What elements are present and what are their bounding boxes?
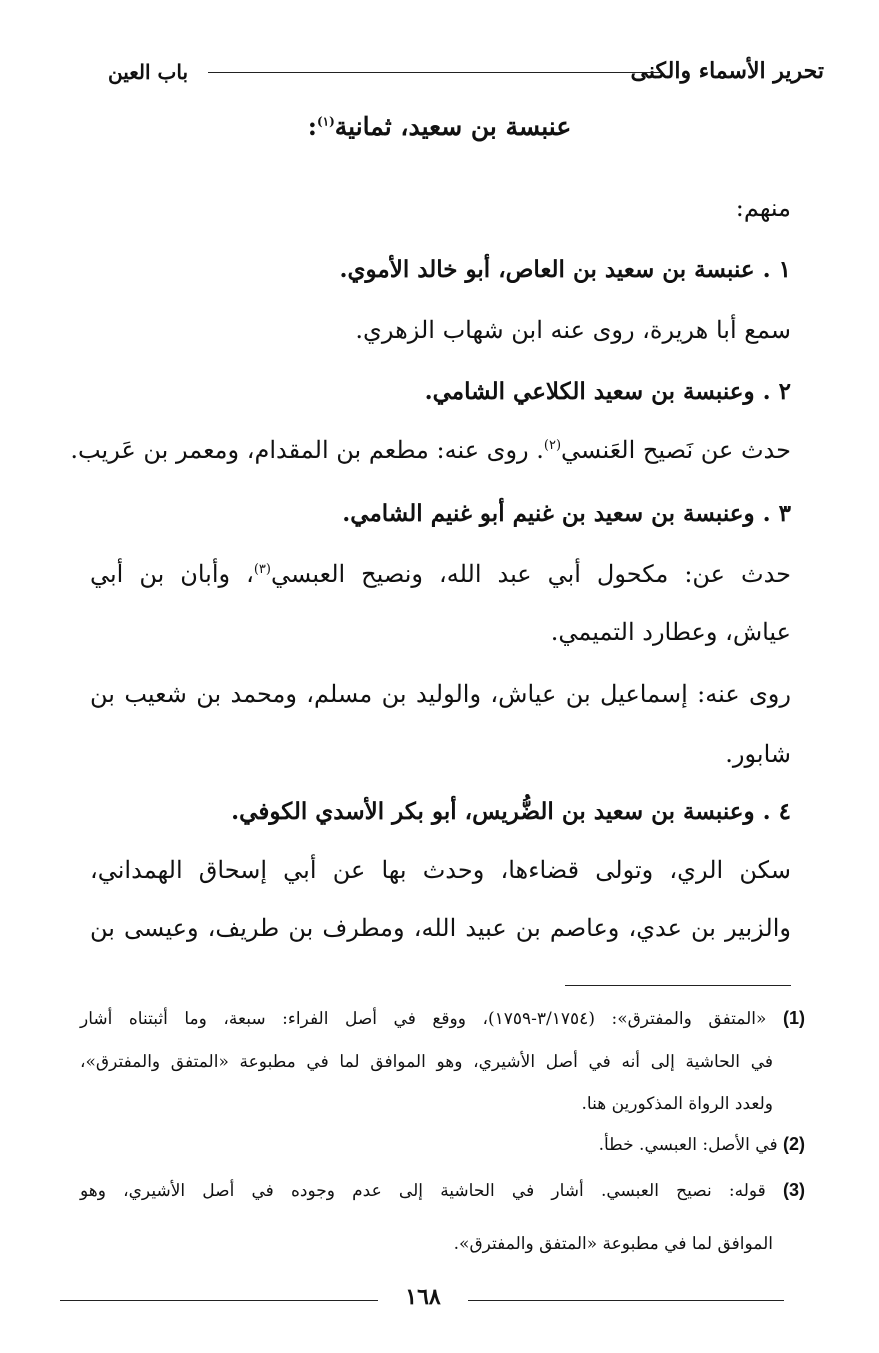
narrator-3-text-1a: حدث عن: مكحول أبي عبد الله، ونصيح العبسي (270, 560, 792, 588)
entry-title: عنبسة بن سعيد، ثمانية (334, 112, 572, 141)
narrator-4-text-2: والزبير بن عدي، وعاصم بن عبيد الله، ومطرف بن طريف، وعيسى بن (90, 914, 791, 942)
footnote-3-text: قوله: نصيح العبسي. أشار في الحاشية إلى عدم وجوده في أصل الأشيري، وهو (80, 1181, 766, 1201)
footnote-ref-1: (١) (316, 114, 335, 129)
narrator-2-text (70, 436, 791, 464)
footnote-3-number: (3) (782, 1180, 805, 1200)
footnote-ref-3: (٣) (253, 562, 271, 577)
footnote-1-text: «المتفق والمفترق»: (٣/١٧٥٤-١٧٥٩)، ووقع في أصل الفراء: سبعة، وما أثبتناه أشار (80, 1009, 767, 1029)
footnote-1-line-3: ولعدد الرواة المذكورين هنا. (581, 1094, 773, 1114)
footnote-2-text: في الأصل: العبسي. خطأ. (598, 1135, 778, 1155)
narrator-3-text-3: روى عنه: إسماعيل بن عياش، والوليد بن مسلم، ومحمد بن شعيب بن (90, 680, 791, 708)
footnote-1-number: (1) (782, 1008, 805, 1028)
footnote-2 (599, 1134, 805, 1155)
footnote-3-line-1 (80, 1180, 805, 1201)
chapter-title: باب العين (108, 60, 189, 84)
intro-text: منهم: (735, 194, 791, 222)
narrator-4-text-1: سكن الري، وتولى قضاءها، وحدث بها عن أبي إسحاق الهمداني، (90, 856, 791, 884)
narrator-4-name: ٤ . وعنبسة بن سعيد بن الضُّريس، أبو بكر الأسدي الكوفي. (231, 798, 791, 825)
narrator-3-text-1b: ، وأبان بن أبي (90, 560, 254, 588)
narrator-1-text: سمع أبا هريرة، روى عنه ابن شهاب الزهري. (355, 316, 791, 344)
narrator-3-name: ٣ . وعنبسة بن سعيد بن غنيم أبو غنيم الشامي. (342, 500, 791, 527)
narrator-3-text-1 (90, 560, 791, 588)
narrator-3-text-4: شابور. (725, 740, 791, 768)
footnote-2-number: (2) (782, 1134, 805, 1154)
footnote-1-line-1 (80, 1008, 805, 1029)
footnote-ref-2: (٢) (543, 438, 562, 453)
entry-heading (0, 112, 879, 141)
narrator-2-text-b: . روى عنه: مطعم بن المقدام، ومعمر بن عَريب. (70, 436, 544, 464)
page-footer (60, 1284, 784, 1320)
footer-rule-right (468, 1300, 784, 1301)
narrator-2-name: ٢ . وعنبسة بن سعيد الكلاعي الشامي. (424, 378, 791, 405)
entry-colon: : (307, 112, 317, 141)
narrator-1-name: ١ . عنبسة بن سعيد بن العاص، أبو خالد الأموي. (339, 256, 791, 283)
page-number: ١٦٨ (405, 1284, 441, 1310)
header-rule (208, 72, 662, 73)
footnote-3-line-2: الموافق لما في مطبوعة «المتفق والمفترق». (453, 1234, 773, 1254)
narrator-2-text-a: حدث عن نَصيح العَنسي (561, 436, 791, 464)
footnote-1-line-2: في الحاشية إلى أنه في أصل الأشيري، وهو الموافق لما في مطبوعة «المتفق والمفترق»، (80, 1052, 773, 1072)
book-title: تحرير الأسماء والكنى (630, 58, 824, 84)
footnote-separator (565, 985, 791, 986)
footer-rule-left (60, 1300, 378, 1301)
running-header (108, 58, 824, 92)
narrator-3-text-2: عياش، وعطارد التميمي. (550, 618, 791, 646)
